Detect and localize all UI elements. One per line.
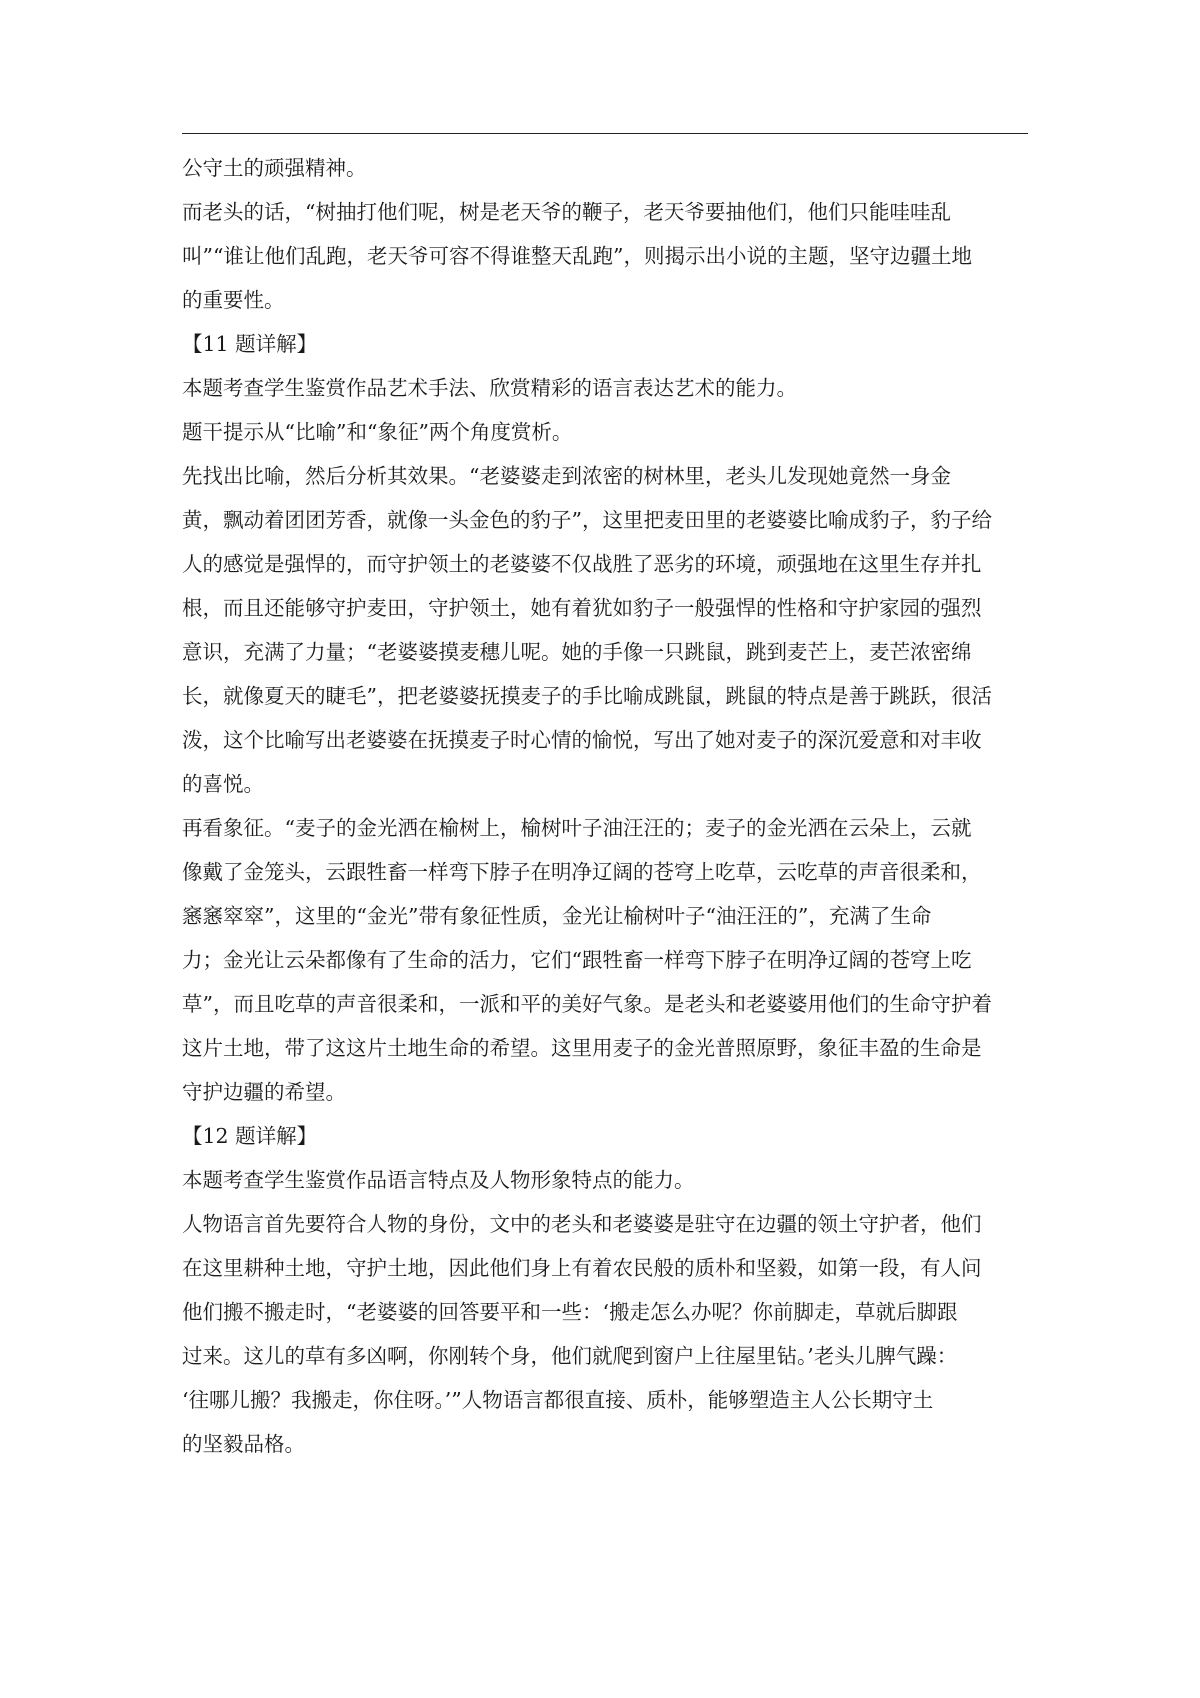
text-line: 守护边疆的希望。 xyxy=(182,1080,346,1104)
text-line: 人的感觉是强悍的，而守护领土的老婆婆不仅战胜了恶劣的环境，顽强地在这里生存并扎 xyxy=(182,552,982,576)
section-heading xyxy=(182,1114,1028,1158)
text-line: 这片土地，带了这这片土地生命的希望。这里用麦子的金光普照原野，象征丰盈的生命是 xyxy=(182,1036,982,1060)
text-line: 而老头的话，“树抽打他们呢，树是老天爷的鞭子，老天爷要抽他们，他们只能哇哇乱 xyxy=(182,200,951,224)
paragraph xyxy=(182,410,1028,454)
header-rule xyxy=(182,133,1028,134)
text-line: 力；金光让云朵都像有了生命的活力，它们“跟牲畜一样弯下脖子在明净辽阔的苍穹上吃 xyxy=(182,948,972,972)
text-line: 草”，而且吃草的声音很柔和，一派和平的美好气象。是老头和老婆婆用他们的生命守护着 xyxy=(182,992,992,1016)
text-line: 根，而且还能够守护麦田，守护领土，她有着犹如豹子一般强悍的性格和守护家园的强烈 xyxy=(182,596,982,620)
text-line: 【11 题详解】 xyxy=(182,332,318,356)
paragraph xyxy=(182,190,1028,322)
text-line: 先找出比喻，然后分析其效果。“老婆婆走到浓密的树林里，老头儿发现她竟然一身金 xyxy=(182,464,951,488)
text-line: 再看象征。“麦子的金光洒在榆树上，榆树叶子油汪汪的；麦子的金光洒在云朵上，云就 xyxy=(182,816,972,840)
text-line: 黄，飘动着团团芳香，就像一头金色的豹子”，这里把麦田里的老婆婆比喻成豹子，豹子给 xyxy=(182,508,992,532)
text-line: 题干提示从“比喻”和“象征”两个角度赏析。 xyxy=(182,420,573,444)
paragraph xyxy=(182,806,1028,1114)
text-line: 在这里耕种土地，守护土地，因此他们身上有着农民般的质朴和坚毅，如第一段，有人问 xyxy=(182,1256,982,1280)
text-line: 窸窸窣窣”，这里的“金光”带有象征性质，金光让榆树叶子“油汪汪的”，充满了生命 xyxy=(182,904,932,928)
text-line: 长，就像夏天的睫毛”，把老婆婆抚摸麦子的手比喻成跳鼠，跳鼠的特点是善于跳跃，很活 xyxy=(182,684,992,708)
text-line: 人物语言首先要符合人物的身份，文中的老头和老婆婆是驻守在边疆的领土守护者，他们 xyxy=(182,1212,982,1236)
text-line: 像戴了金笼头，云跟牲畜一样弯下脖子在明净辽阔的苍穹上吃草，云吃草的声音很柔和， xyxy=(182,860,982,884)
text-line: 的坚毅品格。 xyxy=(182,1432,305,1456)
section-heading xyxy=(182,322,1028,366)
text-line: 叫”“谁让他们乱跑，老天爷可容不得谁整天乱跑”，则揭示出小说的主题，坚守边疆土地 xyxy=(182,244,972,268)
text-line: 他们搬不搬走时，“老婆婆的回答要平和一些：‘搬走怎么办呢？你前脚走，草就后脚跟 xyxy=(182,1300,958,1324)
text-line: 本题考查学生鉴赏作品语言特点及人物形象特点的能力。 xyxy=(182,1168,695,1192)
paragraph xyxy=(182,1202,1028,1466)
paragraph xyxy=(182,366,1028,410)
paragraph xyxy=(182,1158,1028,1202)
text-line: 本题考查学生鉴赏作品艺术手法、欣赏精彩的语言表达艺术的能力。 xyxy=(182,376,797,400)
text-line: 【12 题详解】 xyxy=(182,1124,318,1148)
document-body xyxy=(182,146,1028,1466)
paragraph xyxy=(182,454,1028,806)
text-line: 公守土的顽强精神。 xyxy=(182,156,367,180)
paragraph xyxy=(182,146,1028,190)
text-line: 的喜悦。 xyxy=(182,772,264,796)
text-line: 过来。这儿的草有多凶啊，你刚转个身，他们就爬到窗户上往屋里钻。’老头儿脾气躁： xyxy=(182,1344,958,1368)
text-line: ‘往哪儿搬？我搬走，你住呀。’”人物语言都很直接、质朴，能够塑造主人公长期守土 xyxy=(182,1388,934,1412)
text-line: 意识，充满了力量；“老婆婆摸麦穗儿呢。她的手像一只跳鼠，跳到麦芒上，麦芒浓密绵 xyxy=(182,640,972,664)
text-line: 泼，这个比喻写出老婆婆在抚摸麦子时心情的愉悦，写出了她对麦子的深沉爱意和对丰收 xyxy=(182,728,982,752)
text-line: 的重要性。 xyxy=(182,288,285,312)
